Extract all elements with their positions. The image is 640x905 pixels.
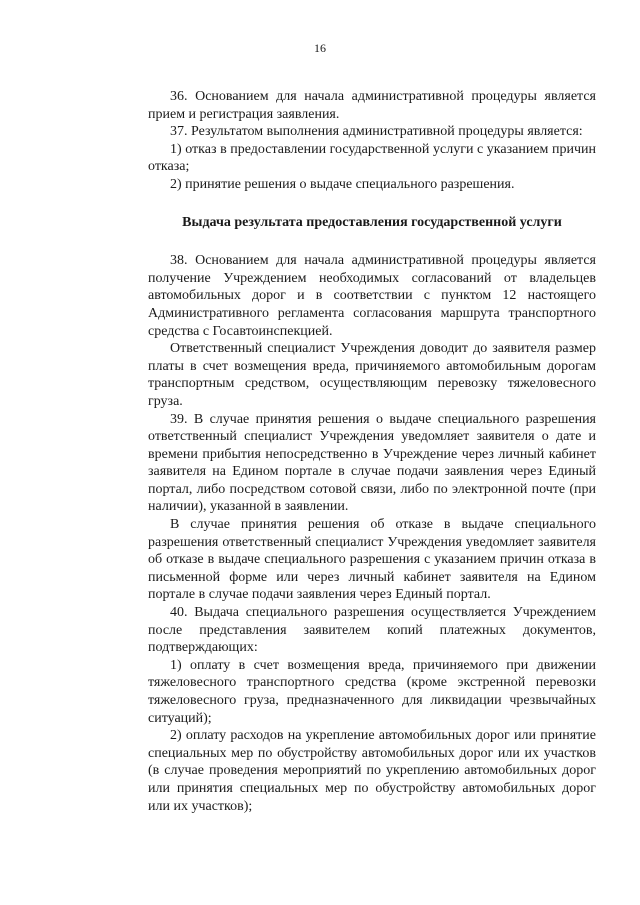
paragraph-37: 37. Результатом выполнения административной процедуры является: [170,124,583,140]
paragraph-fee-notice: Ответственный специалист Учреждения доводит до заявителя размер платы в счет возмещения вреда, причиняемого автомобильным дорогам транспортным средством, осуществляющим перевозку тяжеловесного груза. [148,341,596,409]
paragraph-39: 39. В случае принятия решения о выдаче специального разрешения ответственный специалист Учреждения уведомляет заявителя о дате и времени прибытия непосредственно в Учреждение через личный кабинет заявителя на Едином портале в случае подачи заявления через Единый портал, либо посредством сотовой связи, либо по электронной почте (при наличии), указанной в заявлении. [148,411,596,515]
paragraph-refusal-notice: В случае принятия решения об отказе в выдаче специального разрешения ответственный специалист Учреждения уведомляет заявителя об отказе в выдаче специального разрешения с указанием причин отказа в письменной форме или через личный кабинет заявителя на Едином портале в случае подачи заявления через Единый портал. [148,517,596,603]
paragraph-40: 40. Выдача специального разрешения осуществляется Учреждением после представления заявителем копий платежных документов, подтверждающих: [148,605,596,656]
list-item-decision: 2) принятие решения о выдаче специального разрешения. [170,176,515,192]
list-item-road-reinforcement: 2) оплату расходов на укрепление автомобильных дорог или принятие специальных мер по обустройству автомобильных дорог или их участков (в случае проведения мероприятий по укреплению автомобильных дорог или принятия специальных мер по обустройству автомобильных дорог или их участков); [148,728,596,814]
page-number: 16 [314,41,326,55]
paragraph-38: 38. Основанием для начала административной процедуры является получение Учреждением необходимых согласований от владельцев автомобильных дорог и в соответствии с пунктом 12 настоящего Административного регламента согласования маршрута транспортного средства с Госавтоинспекцией. [148,253,596,339]
list-item-refusal: 1) отказ в предоставлении государственной услуги с указанием причин отказа; [148,141,596,175]
section-heading: Выдача результата предоставления государственной услуги [182,214,562,230]
list-item-damage-payment: 1) оплату в счет возмещения вреда, причиняемого при движении тяжеловесного транспортного средства (кроме экстренной перевозки тяжеловесного груза, предназначенного для ликвидации чрезвычайных ситуаций); [148,657,596,726]
paragraph-36: 36. Основанием для начала административной процедуры является прием и регистрация заявления. [148,89,596,122]
document-body [148,88,596,815]
